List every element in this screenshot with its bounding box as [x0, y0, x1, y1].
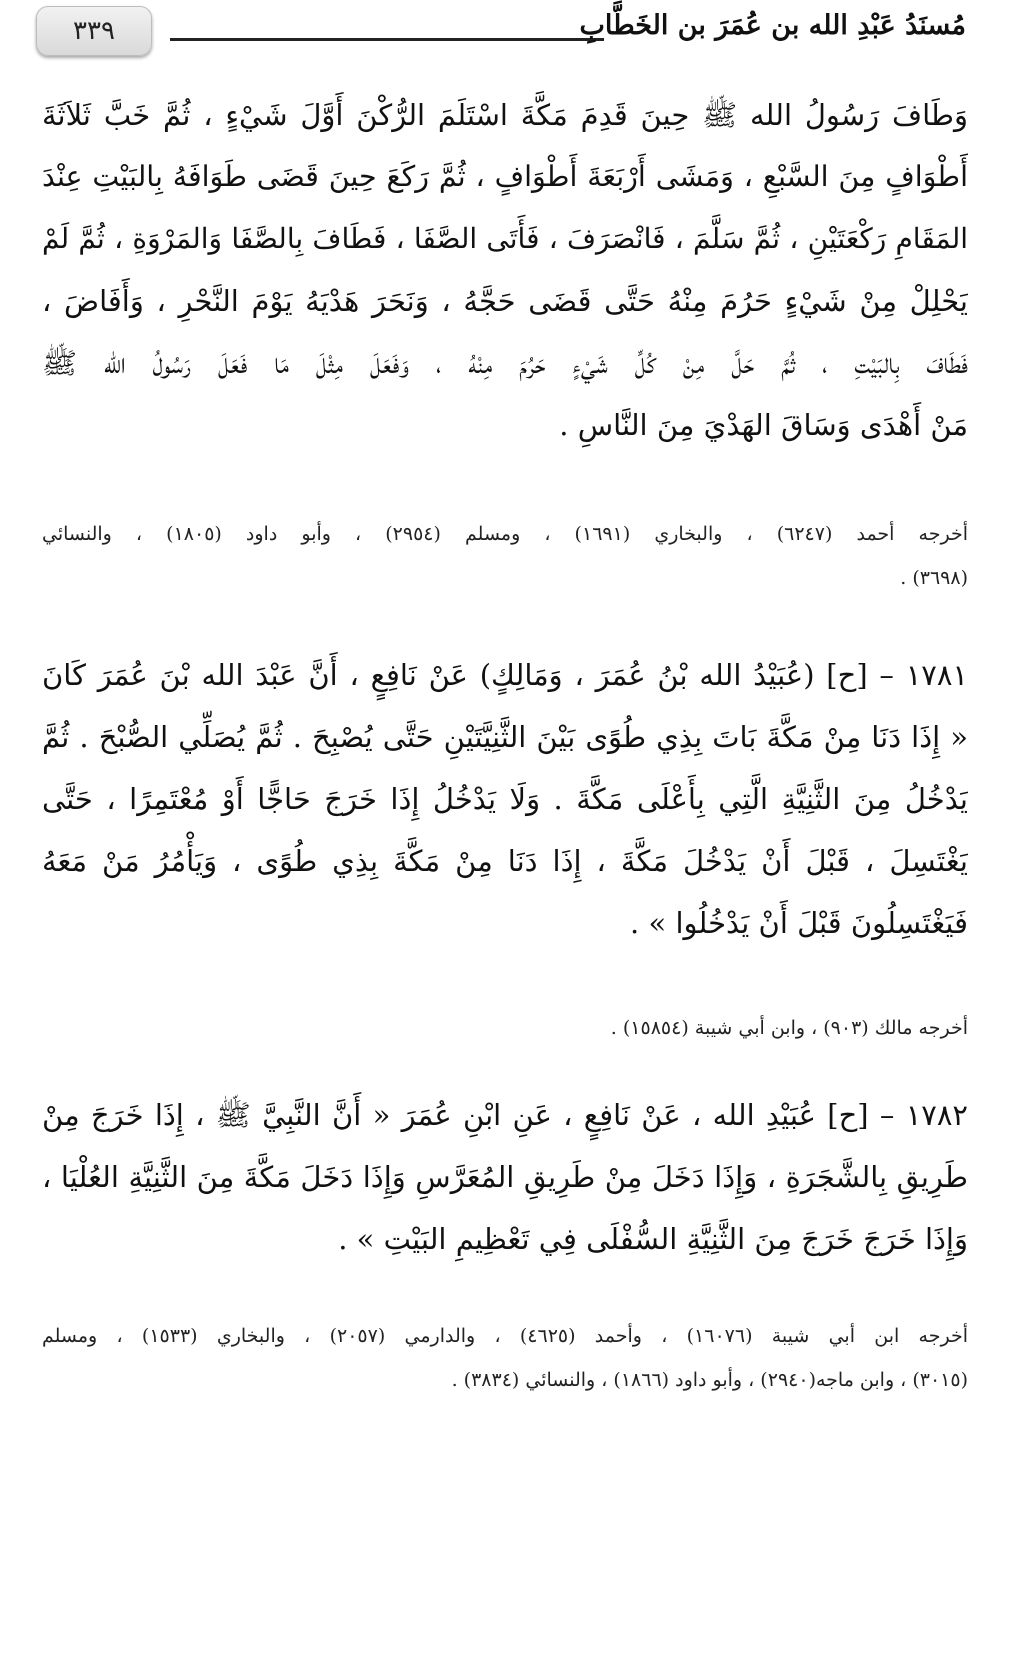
text-line: فَيَغْتَسِلُونَ قَبْلَ أَنْ يَدْخُلُوا » . — [630, 906, 968, 940]
note-line: (٣٠١٥) ، وابن ماجه(٢٩٤٠) ، وأبو داود (١٨٦٦) ، والنسائي (٣٨٣٤) . — [451, 1369, 968, 1391]
takhrij-note — [42, 1006, 968, 1050]
text-line: وَإِذَا خَرَجَ خَرَجَ مِنَ الثَّنِيَّةِ السُّفْلَى فِي تَعْظِيمِ البَيْتِ » . — [338, 1222, 968, 1256]
hadith-1782-text — [42, 1084, 968, 1270]
hadith-1781-text — [42, 644, 968, 954]
header-rule — [170, 38, 604, 41]
text-line: « إِذَا دَنَا مِنْ مَكَّةَ بَاتَ بِذِي طُوًى بَيْنَ الثَّنِيَّتَيْنِ حَتَّى يُصْبِحَ . ثُمَّ يُصَلِّي الصُّبْحَ . ثُمَّ — [42, 720, 968, 754]
page-header — [34, 6, 970, 64]
note-line: (٣٦٩٨) . — [900, 567, 968, 589]
text-line: مَنْ أَهْدَى وَسَاقَ الهَدْيَ مِنَ النَّاسِ . — [559, 408, 968, 442]
note-line: أخرجه ابن أبي شيبة (١٦٠٧٦) ، وأحمد (٤٦٢٥) ، والدارمي (٢٠٥٧) ، والبخاري (١٥٣٣) ، ومسلم — [42, 1325, 968, 1347]
note-line: أخرجه أحمد (٦٢٤٧) ، والبخاري (١٦٩١) ، ومسلم (٢٩٥٤) ، وأبو داود (١٨٠٥) ، والنسائي — [42, 523, 968, 545]
hadith-continuation-text — [42, 84, 968, 456]
text-line: يَغْتَسِلَ ، قَبْلَ أَنْ يَدْخُلَ مَكَّةَ ، إِذَا دَنَا مِنْ مَكَّةَ بِذِي طُوًى ، وَيَأْمُرُ مَنْ مَعَهُ — [42, 844, 968, 878]
text-line: يَحْلِلْ مِنْ شَيْءٍ حَرُمَ مِنْهُ حَتَّى قَضَى حَجَّهُ ، وَنَحَرَ هَدْيَهُ يَوْمَ النَّحْرِ ، وَأَفَاضَ ، — [42, 284, 968, 318]
text-line: المَقَامِ رَكْعَتَيْنِ ، ثُمَّ سَلَّمَ ، فَانْصَرَفَ ، فَأَتَى الصَّفَا ، فَطَافَ بِالصَّفَا وَالمَرْوَةِ ، ثُمَّ لَمْ — [42, 222, 968, 255]
note-line: أخرجه مالك (٩٠٣) ، وابن أبي شيبة (١٥٨٥٤) . — [610, 1017, 968, 1039]
text-line: طَرِيقِ بِالشَّجَرَةِ ، وَإِذَا دَخَلَ مِنْ طَرِيقِ المُعَرَّسِ وَإِذَا دَخَلَ مَكَّةَ مِنَ الثَّنِيَّةِ العُلْيَا ، — [42, 1160, 968, 1194]
page-number-tab: ٣٣٩ — [36, 6, 152, 56]
running-title: مُسنَدُ عَبْدِ الله بن عُمَرَ بن الخَطَّابِ — [579, 10, 966, 41]
text-line: ١٧٨١ – [ح] (عُبَيْدُ الله بْنُ عُمَرَ ، وَمَالِكٍ) عَنْ نَافِعٍ ، أَنَّ عَبْدَ الله بْنَ عُمَرَ كَانَ — [42, 658, 968, 692]
text-line: فَطَافَ بِالبَيْتِ ، ثُمَّ حَلَّ مِنْ كُلِّ شَيْءٍ حَرُمَ مِنْهُ ، وَفَعَلَ مِثْلَ مَا فَعَلَ رَسُولُ الله ﷺ — [42, 346, 968, 380]
text-line: ١٧٨٢ – [ح] عُبَيْدِ الله ، عَنْ نَافِعٍ ، عَنِ ابْنِ عُمَرَ « أَنَّ النَّبِيَّ ﷺ ، إِذَا خَرَجَ مِنْ — [42, 1098, 968, 1132]
takhrij-note — [42, 1314, 968, 1402]
text-line: وَطَافَ رَسُولُ الله ﷺ حِينَ قَدِمَ مَكَّةَ اسْتَلَمَ الرُّكْنَ أَوَّلَ شَيْءٍ ، ثُمَّ خَبَّ ثَلاَثَةَ — [42, 98, 968, 132]
takhrij-note — [42, 512, 968, 600]
text-line: يَدْخُلُ مِنَ الثَّنِيَّةِ الَّتِي بِأَعْلَى مَكَّةَ . وَلَا يَدْخُلُ إِذَا خَرَجَ حَاجًّا أَوْ مُعْتَمِرًا ، حَتَّى — [42, 782, 968, 816]
text-line: أَطْوَافٍ مِنَ السَّبْعِ ، وَمَشَى أَرْبَعَةَ أَطْوَافٍ ، ثُمَّ رَكَعَ حِينَ قَضَى طَوَافَهُ بِالبَيْتِ عِنْدَ — [42, 160, 968, 193]
